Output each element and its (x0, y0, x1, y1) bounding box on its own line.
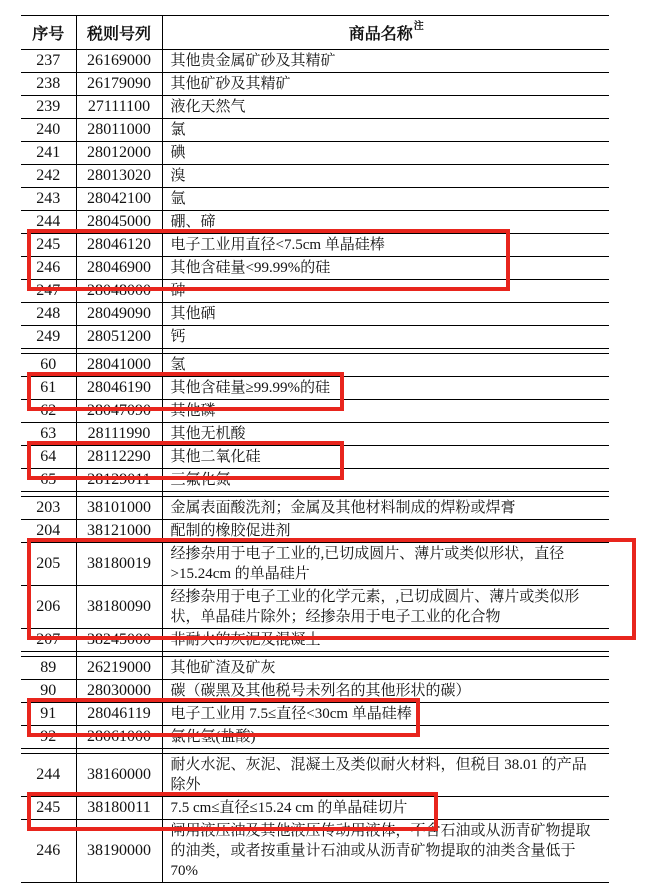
table-row (21, 211, 609, 234)
row-name: 非耐火的灰泥及混凝土 (162, 629, 609, 652)
row-seq: 207 (21, 629, 76, 652)
row-name: 其他无机酸 (162, 423, 609, 446)
header-seq-label: 序号 (32, 26, 65, 43)
row-code: 28111990 (76, 423, 162, 446)
row-code: 38180011 (76, 797, 162, 820)
header-seq (21, 16, 76, 50)
row-code: 28013020 (76, 165, 162, 188)
table-header (21, 16, 609, 50)
row-name: 其他硒 (162, 303, 609, 326)
table-row (21, 820, 609, 883)
header-row (21, 16, 609, 50)
row-seq: 246 (21, 257, 76, 280)
table-row (21, 257, 609, 280)
row-name: 金属表面酸洗剂；金属及其他材料制成的焊粉或焊膏 (162, 497, 609, 520)
tariff-table (21, 15, 609, 883)
table-row (21, 50, 609, 73)
table-row (21, 188, 609, 211)
table-row (21, 797, 609, 820)
row-seq: 248 (21, 303, 76, 326)
row-seq: 246 (21, 820, 76, 883)
row-code: 28051200 (76, 326, 162, 349)
row-name: 7.5 cm≤直径≤15.24 cm 的单晶硅切片 (162, 797, 609, 820)
header-code (76, 16, 162, 50)
row-code: 28046900 (76, 257, 162, 280)
table-row (21, 469, 609, 492)
row-code: 38180090 (76, 586, 162, 629)
row-seq: 244 (21, 754, 76, 797)
table-row (21, 497, 609, 520)
table-row (21, 423, 609, 446)
row-name: 氩 (162, 188, 609, 211)
row-name: 其他矿渣及矿灰 (162, 657, 609, 680)
row-code: 38190000 (76, 820, 162, 883)
table-row (21, 377, 609, 400)
row-name: 电子工业用直径<7.5cm 单晶硅棒 (162, 234, 609, 257)
row-seq: 249 (21, 326, 76, 349)
row-name: 氯 (162, 119, 609, 142)
row-code: 28112290 (76, 446, 162, 469)
row-seq: 91 (21, 703, 76, 726)
row-seq: 242 (21, 165, 76, 188)
row-code: 28048000 (76, 280, 162, 303)
row-name: 液化天然气 (162, 96, 609, 119)
table-row (21, 629, 609, 652)
row-code: 26179090 (76, 73, 162, 96)
header-name-label: 商品名称 (348, 26, 413, 44)
row-code: 28129011 (76, 469, 162, 492)
row-seq: 206 (21, 586, 76, 629)
table-row (21, 586, 609, 629)
row-code: 28047090 (76, 400, 162, 423)
tariff-table-body (21, 50, 609, 883)
row-code: 26169000 (76, 50, 162, 73)
row-code: 28011000 (76, 119, 162, 142)
row-code: 28046119 (76, 703, 162, 726)
row-seq: 92 (21, 726, 76, 749)
row-name: 碳（碳黑及其他税号未列名的其他形状的碳） (162, 680, 609, 703)
row-code: 38245000 (76, 629, 162, 652)
row-seq: 244 (21, 211, 76, 234)
row-seq: 62 (21, 400, 76, 423)
header-name (162, 16, 609, 50)
table-row (21, 703, 609, 726)
row-seq: 204 (21, 520, 76, 543)
table-row (21, 234, 609, 257)
row-name: 经掺杂用于电子工业的,已切成圆片、薄片或类似形状，直径>15.24cm 的单晶硅片 (162, 543, 609, 586)
row-name: 三氟化氮 (162, 469, 609, 492)
row-seq: 90 (21, 680, 76, 703)
table-row (21, 165, 609, 188)
row-code: 27111100 (76, 96, 162, 119)
table-row (21, 96, 609, 119)
row-seq: 237 (21, 50, 76, 73)
row-seq: 240 (21, 119, 76, 142)
row-code: 28046190 (76, 377, 162, 400)
table-row (21, 142, 609, 165)
table-row (21, 326, 609, 349)
row-name: 碘 (162, 142, 609, 165)
row-code: 28045000 (76, 211, 162, 234)
table-row (21, 680, 609, 703)
row-seq: 245 (21, 234, 76, 257)
table-row (21, 354, 609, 377)
table-row (21, 726, 609, 749)
row-seq: 63 (21, 423, 76, 446)
row-name: 硼、碲 (162, 211, 609, 234)
row-code: 26219000 (76, 657, 162, 680)
row-seq: 238 (21, 73, 76, 96)
row-code: 28030000 (76, 680, 162, 703)
table-row (21, 73, 609, 96)
table-row (21, 446, 609, 469)
row-name: 其他含硅量≥99.99%的硅 (162, 377, 609, 400)
row-name: 其他矿砂及其精矿 (162, 73, 609, 96)
table-row (21, 119, 609, 142)
row-seq: 60 (21, 354, 76, 377)
row-name: 砷 (162, 280, 609, 303)
row-seq: 61 (21, 377, 76, 400)
row-name: 经掺杂用于电子工业的化学元素，,已切成圆片、薄片或类似形状，单晶硅片除外；经掺杂用于电子工业的化合物 (162, 586, 609, 629)
row-seq: 203 (21, 497, 76, 520)
row-code: 38160000 (76, 754, 162, 797)
row-name: 其他含硅量<99.99%的硅 (162, 257, 609, 280)
row-seq: 247 (21, 280, 76, 303)
table-row (21, 400, 609, 423)
row-seq: 245 (21, 797, 76, 820)
row-code: 28041000 (76, 354, 162, 377)
table-row (21, 303, 609, 326)
row-name: 耐火水泥、灰泥、混凝土及类似耐火材料，但税目 38.01 的产品除外 (162, 754, 609, 797)
row-seq: 239 (21, 96, 76, 119)
row-name: 电子工业用 7.5≤直径<30cm 单晶硅棒 (162, 703, 609, 726)
note-marker: 注 (413, 20, 424, 32)
row-seq: 243 (21, 188, 76, 211)
row-code: 28061000 (76, 726, 162, 749)
row-seq: 64 (21, 446, 76, 469)
table-row (21, 520, 609, 543)
row-code: 28046120 (76, 234, 162, 257)
table-row (21, 280, 609, 303)
table-row (21, 754, 609, 797)
row-name: 闸用液压油及其他液压传动用液体，不含石油或从沥青矿物提取的油类，或者按重量计石油或从沥青矿物提取的油类含量低于 70% (162, 820, 609, 883)
row-seq: 241 (21, 142, 76, 165)
row-name: 其他二氧化硅 (162, 446, 609, 469)
row-name: 溴 (162, 165, 609, 188)
table-row (21, 543, 609, 586)
table-row (21, 657, 609, 680)
row-code: 28042100 (76, 188, 162, 211)
row-code: 28012000 (76, 142, 162, 165)
row-name: 氢 (162, 354, 609, 377)
row-name: 配制的橡胶促进剂 (162, 520, 609, 543)
row-name: 氯化氢(盐酸) (162, 726, 609, 749)
row-name: 钙 (162, 326, 609, 349)
header-code-label: 税则号列 (86, 26, 151, 43)
row-seq: 89 (21, 657, 76, 680)
row-code: 38101000 (76, 497, 162, 520)
row-code: 38121000 (76, 520, 162, 543)
row-code: 38180019 (76, 543, 162, 586)
row-seq: 205 (21, 543, 76, 586)
row-seq: 65 (21, 469, 76, 492)
row-name: 其他贵金属矿砂及其精矿 (162, 50, 609, 73)
row-name: 其他磷 (162, 400, 609, 423)
row-code: 28049090 (76, 303, 162, 326)
